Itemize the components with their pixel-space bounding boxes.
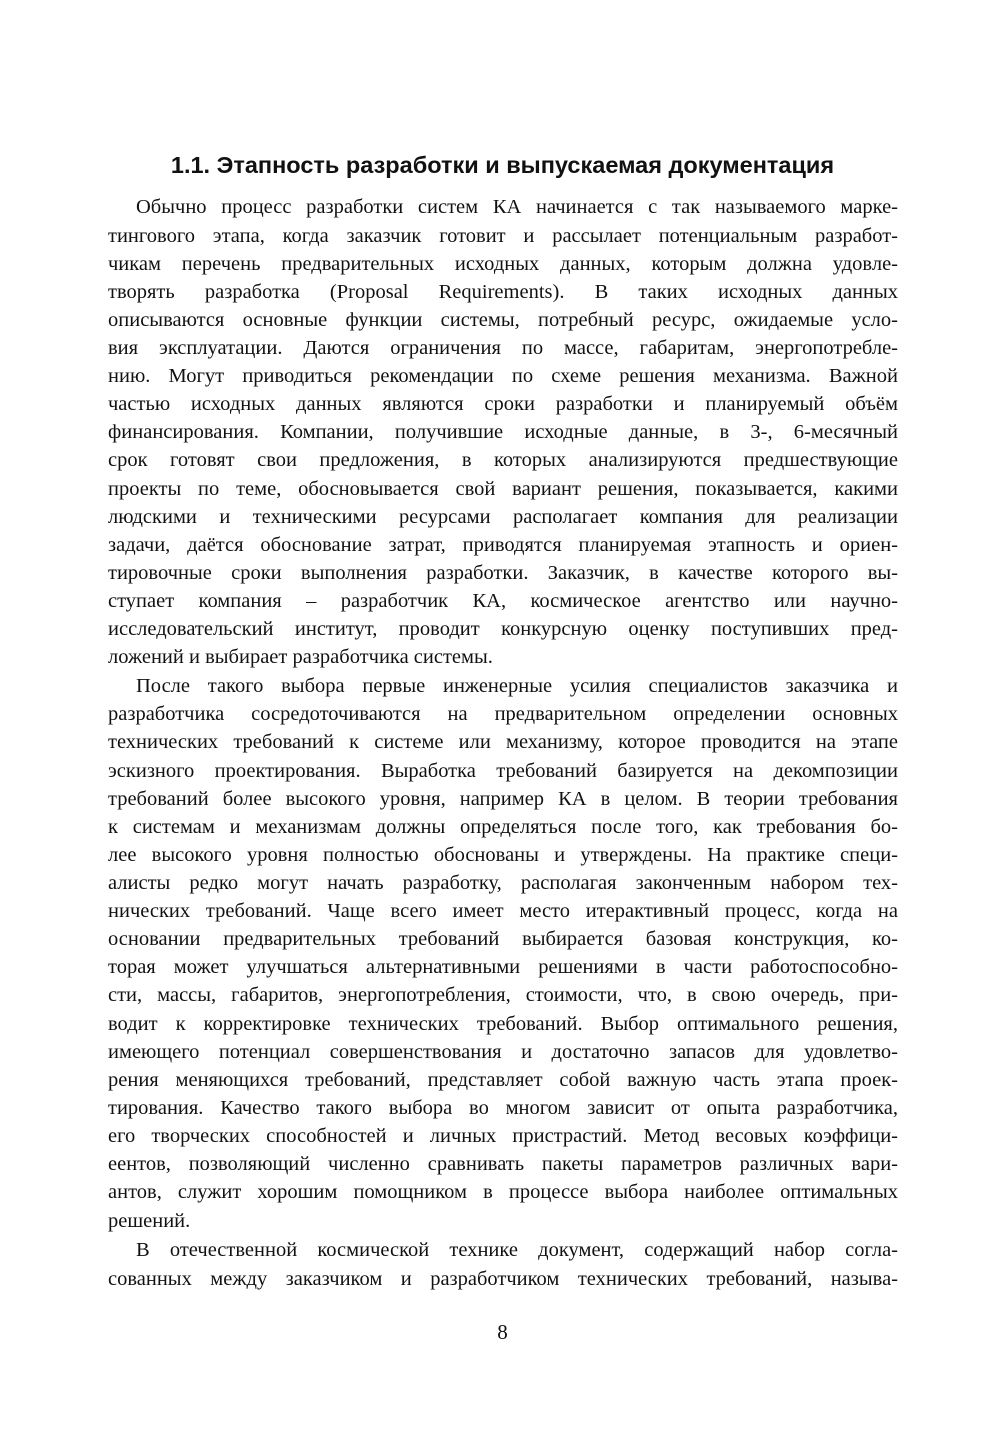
text-line: решений. xyxy=(108,1210,191,1232)
page-number: 8 xyxy=(497,1320,508,1344)
text-line: основании предварительных требований выбирается базовая конструкция, ко- xyxy=(108,928,898,950)
text-line: финансирования. Компании, получившие исходные данные, в 3-, 6-месячный xyxy=(108,421,898,443)
text-line: После такого выбора первые инженерные усилия специалистов заказчика и xyxy=(136,675,898,697)
text-line: торая может улучшаться альтернативными решениями в части работоспособно- xyxy=(108,956,898,978)
text-line: к системам и механизмам должны определяться после того, как требования бо- xyxy=(108,816,898,838)
text-line: сти, массы, габаритов, энергопотребления, стоимости, что, в свою очередь, при- xyxy=(108,984,898,1006)
text-line: людскими и техническими ресурсами располагает компания для реализации xyxy=(108,506,898,528)
text-line: творять разработка (Proposal Requirements). В таких исходных данных xyxy=(108,281,898,303)
text-line: вия эксплуатации. Даются ограничения по массе, габаритам, энергопотребле- xyxy=(108,337,898,359)
text-line: эскизного проектирования. Выработка требований базируется на декомпозиции xyxy=(108,760,898,782)
text-line: технических требований к системе или механизму, которое проводится на этапе xyxy=(108,731,898,753)
text-line: нических требований. Чаще всего имеет место итерактивный процесс, когда на xyxy=(108,900,898,922)
text-line: алисты редко могут начать разработку, располагая законченным набором тех- xyxy=(108,872,898,894)
text-line: В отечественной космической технике документ, содержащий набор согла- xyxy=(136,1239,898,1261)
text-line: сованных между заказчиком и разработчиком технических требований, называ- xyxy=(108,1268,898,1290)
text-line: описываются основные функции системы, потребный ресурс, ожидаемые усло- xyxy=(108,309,898,331)
text-line: ступает компания – разработчик КА, космическое агентство или научно- xyxy=(108,590,898,612)
text-line: исследовательский институт, проводит конкурсную оценку поступивших пред- xyxy=(108,618,898,640)
text-line: еентов, позволяющий численно сравнивать пакеты параметров различных вари- xyxy=(108,1153,898,1175)
text-line: водит к корректировке технических требований. Выбор оптимального решения, xyxy=(108,1013,898,1035)
text-line: рения меняющихся требований, представляет собой важную часть этапа проек- xyxy=(108,1069,898,1091)
text-line: Обычно процесс разработки систем КА начинается с так называемого марке- xyxy=(136,196,898,218)
text-line: ложений и выбирает разработчика системы. xyxy=(108,646,493,668)
text-line: имеющего потенциал совершенствования и достаточно запасов для удовлетво- xyxy=(108,1041,898,1063)
text-line: задачи, даётся обоснование затрат, приводятся планируемая этапность и ориен- xyxy=(108,534,898,556)
text-line: лее высокого уровня полностью обоснованы и утверждены. На практике специ- xyxy=(108,844,898,866)
text-line: частью исходных данных являются сроки разработки и планируемый объём xyxy=(108,393,898,415)
section-heading: 1.1. Этапность разработки и выпускаемая документация xyxy=(170,152,835,178)
text-line: проекты по теме, обосновывается свой вариант решения, показывается, какими xyxy=(108,478,898,500)
text-line: тировочные сроки выполнения разработки. Заказчик, в качестве которого вы- xyxy=(108,562,898,584)
text-line: чикам перечень предварительных исходных данных, которым должна удовле- xyxy=(108,253,898,275)
text-line: срок готовят свои предложения, в которых анализируются предшествующие xyxy=(108,449,898,471)
text-line: его творческих способностей и личных пристрастий. Метод весовых коэффици- xyxy=(108,1125,898,1147)
text-line: требований более высокого уровня, например КА в целом. В теории требования xyxy=(108,788,898,810)
text-line: разработчика сосредоточиваются на предварительном определении основных xyxy=(108,703,898,725)
text-line: антов, служит хорошим помощником в процессе выбора наиболее оптимальных xyxy=(108,1181,898,1203)
text-line: тирования. Качество такого выбора во многом зависит от опыта разработчика, xyxy=(108,1097,898,1119)
text-line: нию. Могут приводиться рекомендации по схеме решения механизма. Важной xyxy=(108,365,898,387)
text-line: тингового этапа, когда заказчик готовит и рассылает потенциальным разработ- xyxy=(108,225,898,247)
